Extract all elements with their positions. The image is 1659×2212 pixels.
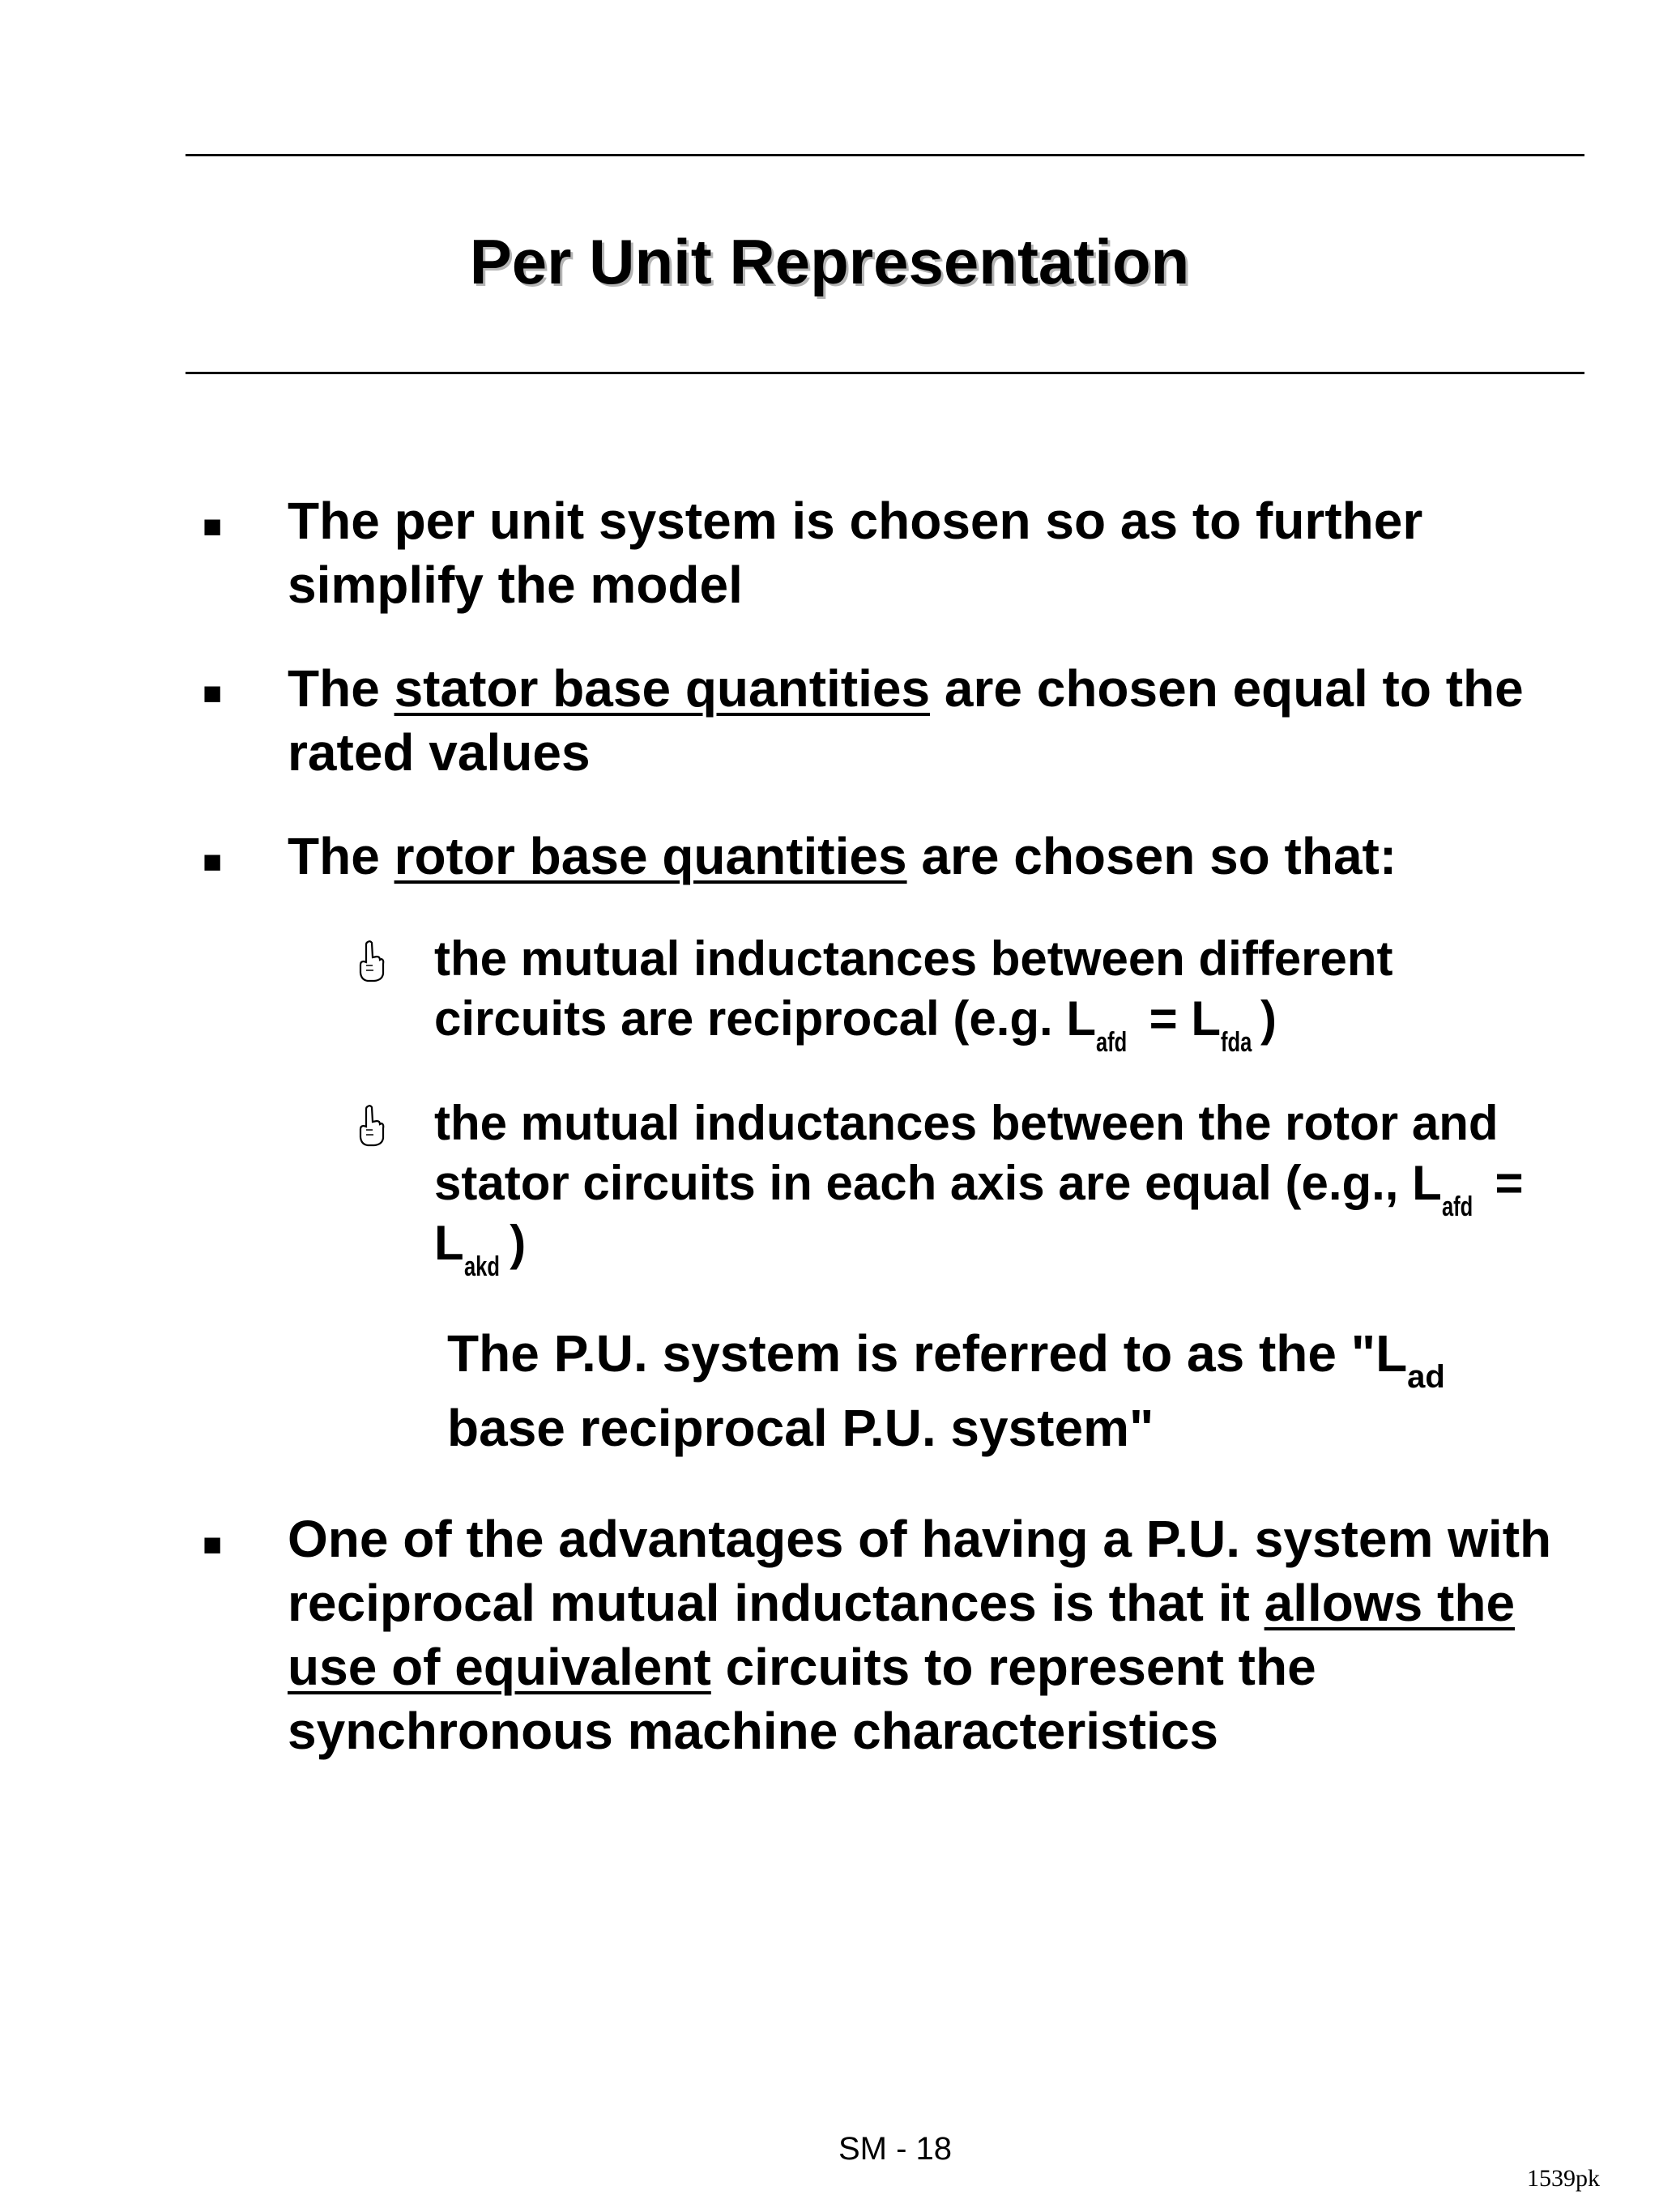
bullet-4-line4: synchronous machine characteristics [288,1702,1218,1760]
close-paren: ) [1260,991,1277,1046]
note-line2: base reciprocal P.U. system" [447,1399,1154,1457]
slide-number: SM - 18 [838,2131,953,2167]
square-bullet-icon: ■ [203,1527,223,1562]
stator-base-quantities-term: stator base quantities [394,659,931,718]
pointing-hand-icon [356,1104,386,1148]
bullet-3-pre: The [288,827,394,885]
title-divider [186,372,1584,374]
sub-bullet-2: the mutual inductances between the rotor and stator circuits in each axis are equal (e.g., Lafd = Lakd ) [434,1093,1524,1273]
sub-bullet-2-line1: the mutual inductances between the rotor and [434,1096,1499,1150]
bullet-2-post: are chosen equal to the [930,659,1524,718]
note-line1: The P.U. system is referred to as the "L [447,1324,1408,1383]
bullet-4-line2: reciprocal mutual inductances is that it [288,1574,1265,1632]
bullet-4-line1: One of the advantages of having a P.U. system with [288,1510,1552,1568]
allows-the-term: allows the [1264,1574,1516,1632]
sub-bullet-2-line2: stator circuits in each axis are equal (e.g., L [434,1156,1442,1210]
close-paren: ) [510,1216,527,1270]
sub-bullet-2-line3: L [434,1216,464,1270]
lad-base-note [447,1316,1445,1465]
pointing-hand-icon [356,940,386,983]
square-bullet-icon: ■ [203,676,223,711]
bullet-3 [288,825,1397,889]
bullet-2 [288,657,1524,785]
bullet-4-line3: circuits to represent the [710,1638,1316,1696]
subscript-ad: ad [1407,1359,1445,1395]
top-divider [186,154,1584,156]
square-bullet-icon: ■ [203,509,223,544]
bullet-4 [288,1507,1551,1763]
bullet-1-line1: The per unit system is chosen so as to further [288,492,1423,550]
equals-sign: = L [1136,991,1222,1046]
square-bullet-icon: ■ [203,844,223,880]
document-code: 1539pk [1527,2165,1600,2192]
bullet-2-line2: rated values [288,723,591,782]
bullet-2-pre: The [288,659,394,718]
bullet-1 [288,489,1422,617]
sub-bullet-2-line2-post: = [1481,1156,1524,1210]
sub-bullet-1-line2: circuits are reciprocal (e.g. L [434,991,1097,1046]
bullet-1-line2: simplify the model [288,556,743,614]
sub-bullet-1: the mutual inductances between different circuits are reciprocal (e.g. Lafd = Lfda ) [434,929,1393,1049]
rotor-base-quantities-term: rotor base quantities [394,827,907,885]
use-of-equivalent-term: use of equivalent [288,1638,711,1696]
bullet-3-post: are chosen so that: [906,827,1397,885]
sub-bullet-1-line1: the mutual inductances between different [434,931,1393,986]
page-title: Per Unit Representation [469,226,1190,297]
